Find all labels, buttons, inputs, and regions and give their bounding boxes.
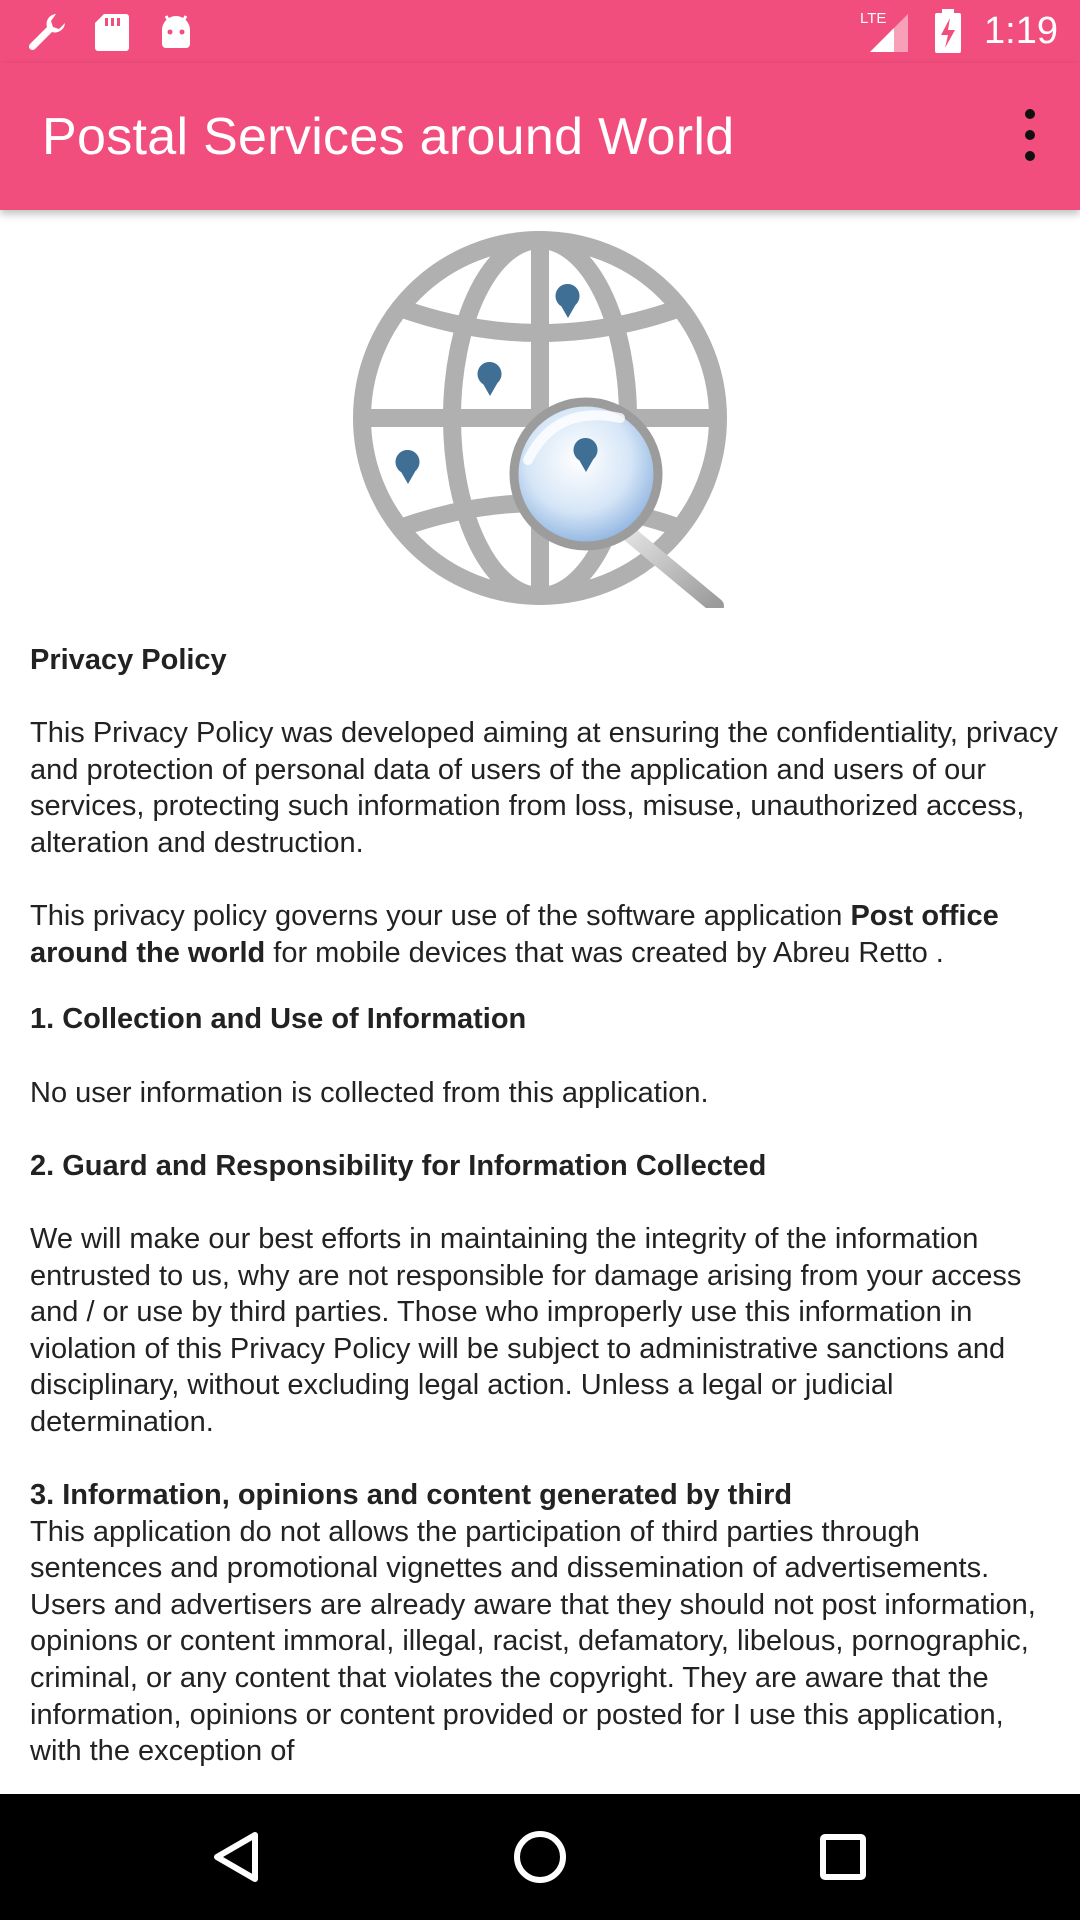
app-bar [0, 63, 1080, 210]
back-triangle-icon[interactable] [202, 1824, 272, 1890]
section-2-body: We will make our best efforts in maintaining the integrity of the information entrusted to us, why are not responsible for damage arising from your access and / or use by third parties. Those who improperly use this information in violation of this Privacy Policy will be subject to administrative sanctions and disciplinary, without excluding legal action. Unless a legal or judicial determination. [30, 1222, 1022, 1438]
lte-signal-icon [860, 6, 912, 56]
globe-search-logo [350, 228, 730, 608]
android-icon [154, 10, 198, 54]
section-3-title: 3. Information, opinions and content generated by third [30, 1479, 793, 1512]
governs-prefix: This privacy policy governs your use of the software application [30, 900, 851, 933]
policy-intro: This Privacy Policy was developed aiming at ensuring the confidentiality, privacy and protection of personal data of users of the application and users of our services, protecting such information from loss, misuse, unauthorized access, alteration and destruction. [30, 717, 1058, 859]
policy-governs [30, 898, 1060, 971]
battery-charging-icon [926, 9, 970, 53]
section-3-body: This application do not allows the participation of third parties through sentences and promotional vignettes and dissemination of advertisements. Users and advertisers are already aware that they should not post information, opinions or content immoral, illegal, racist, defamatory, libelous, pornographic, criminal, or any content that violates the copyright. They are aware that the information, opinions or content provided or posted for I use this application, with the exception of [30, 1515, 1036, 1768]
policy-heading: Privacy Policy [30, 644, 227, 676]
governs-suffix: for mobile devices that was created by Abreu Retto . [265, 936, 944, 969]
section-1-title: 1. Collection and Use of Information [30, 1003, 527, 1036]
policy-text [30, 642, 1060, 1770]
status-time: 1:19 [984, 10, 1058, 52]
governs-app-name: Post office around the world [30, 900, 999, 969]
recents-square-icon[interactable] [808, 1824, 878, 1890]
section-1-body: No user information is collected from this application. [30, 1076, 709, 1109]
section-2-title: 2. Guard and Responsibility for Information Collected [30, 1149, 767, 1182]
home-circle-icon[interactable] [505, 1824, 575, 1890]
privacy-policy-content[interactable] [0, 210, 1080, 1794]
sd-card-icon [90, 10, 134, 54]
navigation-bar [0, 1794, 1080, 1920]
app-title: Postal Services around World [42, 108, 735, 166]
wrench-icon [26, 10, 70, 54]
more-vert-icon[interactable] [1008, 103, 1052, 167]
status-bar [0, 0, 1080, 63]
network-label: LTE [860, 10, 887, 27]
